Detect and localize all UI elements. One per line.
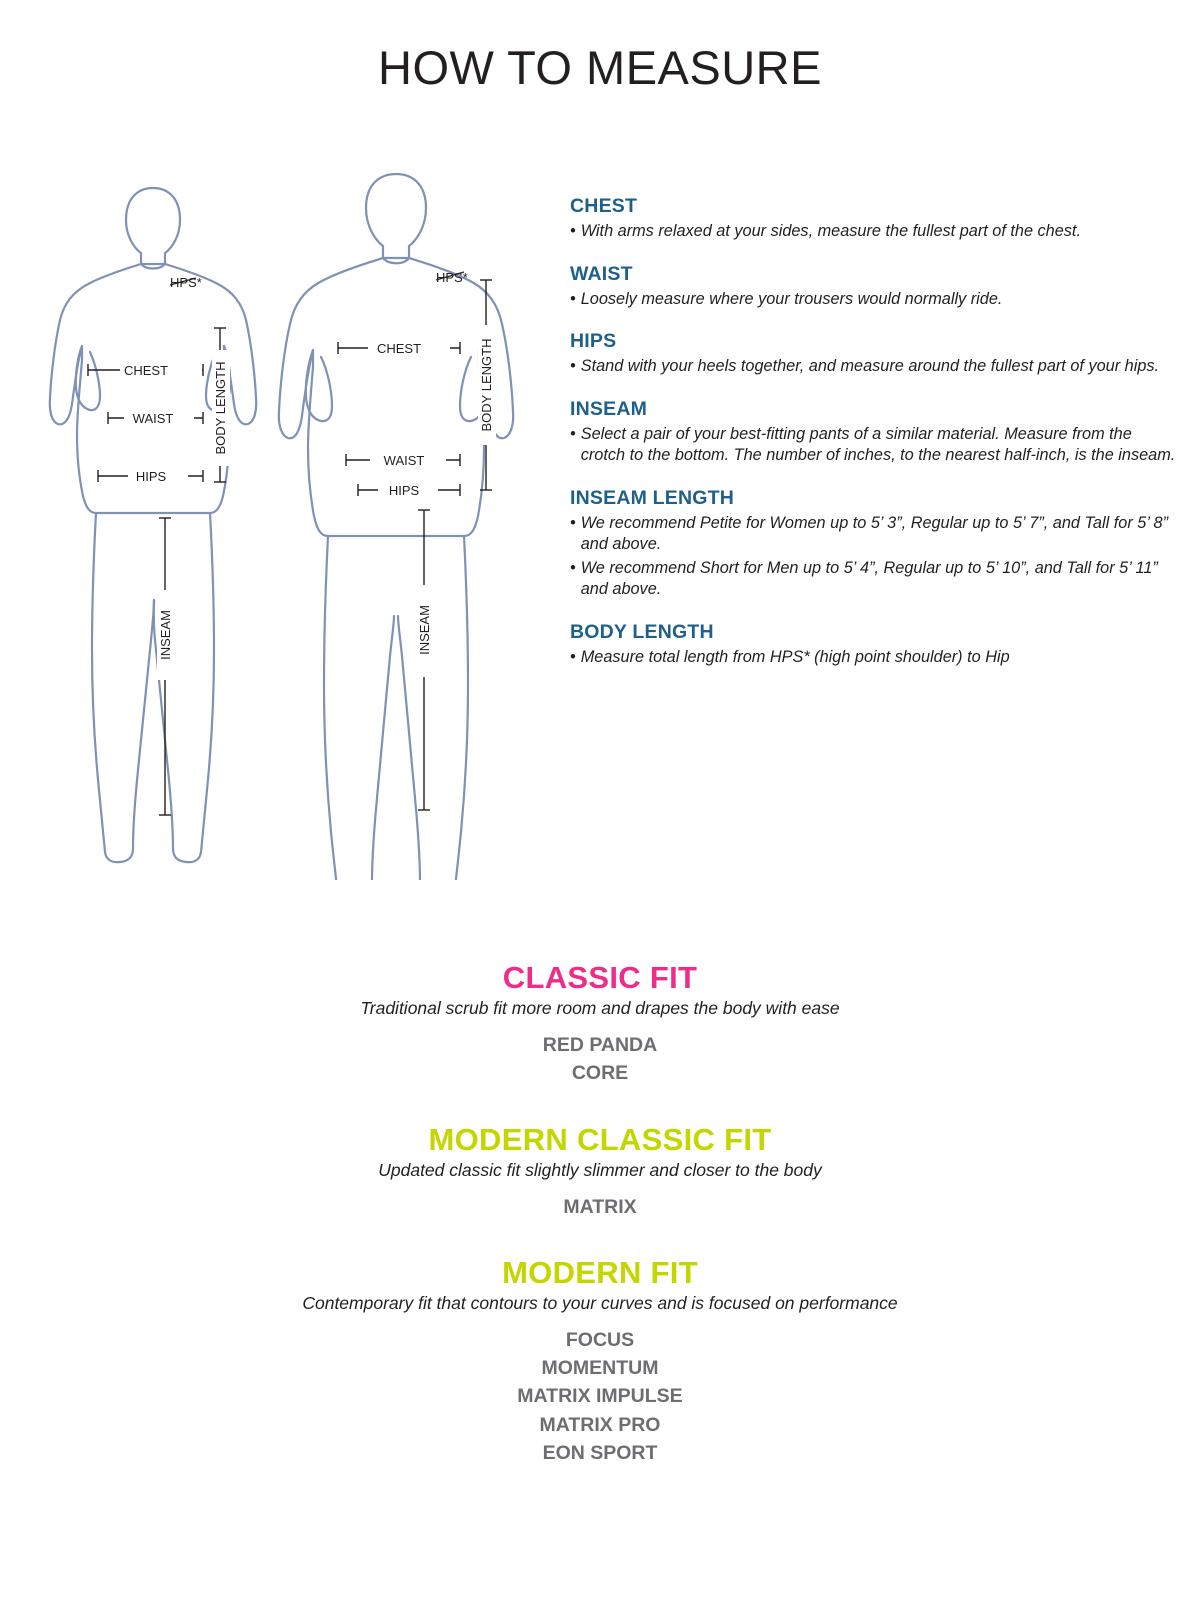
measurement-hips <box>570 330 1180 378</box>
fit-classic <box>0 960 1200 1088</box>
bullet-icon: • <box>570 513 576 532</box>
male-chest-label: CHEST <box>376 341 422 356</box>
fit-product: MOMENTUM <box>541 1357 659 1380</box>
bullet-icon: • <box>570 357 576 375</box>
male-hips-label: HIPS <box>388 483 420 498</box>
measurement-body-length <box>570 621 1180 669</box>
bullet-icon: • <box>570 289 576 308</box>
measurement-chest-item <box>570 221 1180 243</box>
male-hps-label: HPS* <box>436 270 468 285</box>
measurement-inseam-length-text-men: We recommend Short for Men up to 5’ 4”, Regular up to 5’ 10”, and Tall for 5’ 11” and above. <box>580 558 1158 598</box>
page-title: HOW TO MEASURE <box>378 41 822 94</box>
measurement-inseam-length <box>570 487 1180 601</box>
fit-modern-classic-description: Updated classic fit slightly slimmer and closer to the body <box>378 1159 822 1180</box>
female-hips-label: HIPS <box>135 469 167 484</box>
measurement-inseam-item <box>570 424 1180 467</box>
fit-modern-classic <box>0 1122 1200 1221</box>
fit-modern-products <box>0 1326 1200 1467</box>
figures-svg <box>20 160 540 880</box>
female-inseam-label: INSEAM <box>158 610 173 660</box>
male-body-length-label: BODY LENGTH <box>479 338 494 432</box>
measurement-inseam <box>570 398 1180 467</box>
measurement-inseam-text: Select a pair of your best-fitting pants of a similar material. Measure from the crotch to the bottom. The number of inches, to the nearest half-inch, is the inseam. <box>580 424 1176 464</box>
measurement-chest-text: With arms relaxed at your sides, measure the fullest part of the chest. <box>580 222 1081 240</box>
measurement-hips-heading: HIPS <box>570 330 617 352</box>
female-body-length-label: BODY LENGTH <box>213 361 228 455</box>
measurement-body-length-text: Measure total length from HPS* (high point shoulder) to Hip <box>580 647 1010 666</box>
measurement-body-length-heading: BODY LENGTH <box>570 620 714 643</box>
measurement-inseam-length-item-women <box>570 513 1180 556</box>
measurement-inseam-length-heading: INSEAM LENGTH <box>570 486 735 509</box>
fit-modern-classic-title: MODERN CLASSIC FIT <box>428 1121 772 1157</box>
fit-product: RED PANDA <box>542 1034 658 1056</box>
fit-modern-title: MODERN FIT <box>502 1254 698 1290</box>
female-body-outline <box>50 188 256 862</box>
fit-product: FOCUS <box>565 1328 635 1351</box>
bullet-icon: • <box>570 222 576 240</box>
fit-classic-products <box>0 1031 1200 1088</box>
fit-guide <box>0 960 1200 1501</box>
measurement-inseam-length-item-men <box>570 558 1180 601</box>
bullet-icon: • <box>570 424 576 443</box>
measurement-inseam-length-text-women: We recommend Petite for Women up to 5’ 3”, Regular up to 5’ 7”, and Tall for 5’ 8” and above. <box>580 513 1169 553</box>
fit-product: MATRIX <box>563 1195 637 1218</box>
measurement-inseam-heading: INSEAM <box>570 397 648 420</box>
measurement-figures <box>20 160 540 880</box>
fit-classic-title: CLASSIC FIT <box>502 960 698 995</box>
measurement-hips-text: Stand with your heels together, and measure around the fullest part of your hips. <box>580 357 1160 375</box>
fit-modern <box>0 1255 1200 1467</box>
fit-product: MATRIX PRO <box>539 1413 661 1436</box>
measurement-hips-item <box>570 356 1180 378</box>
fit-classic-description: Traditional scrub fit more room and drapes the body with ease <box>360 998 840 1018</box>
female-waist-label: WAIST <box>132 411 174 426</box>
measurement-waist-text: Loosely measure where your trousers would normally ride. <box>580 289 1003 308</box>
male-body-outline <box>279 174 513 880</box>
fit-product: MATRIX IMPULSE <box>517 1385 683 1408</box>
female-chest-label: CHEST <box>123 363 169 378</box>
measurement-chest <box>570 195 1180 243</box>
measurement-waist-item <box>570 289 1180 311</box>
male-inseam-label: INSEAM <box>417 605 432 655</box>
measurement-chest-heading: CHEST <box>570 195 638 217</box>
fit-product: EON SPORT <box>542 1441 658 1464</box>
fit-product: CORE <box>571 1062 629 1085</box>
male-waist-label: WAIST <box>383 453 425 468</box>
fit-modern-description: Contemporary fit that contours to your curves and is focused on performance <box>302 1292 898 1313</box>
bullet-icon: • <box>570 647 576 666</box>
measurement-waist-heading: WAIST <box>570 262 633 285</box>
measurement-body-length-item <box>570 647 1180 669</box>
bullet-icon: • <box>570 558 576 577</box>
female-measure-lines <box>88 278 226 815</box>
male-measure-labels <box>368 270 496 677</box>
female-hps-label: HPS* <box>170 275 202 290</box>
measurement-waist <box>570 263 1180 311</box>
measurement-instructions <box>570 195 1180 688</box>
fit-modern-classic-products <box>0 1193 1200 1221</box>
